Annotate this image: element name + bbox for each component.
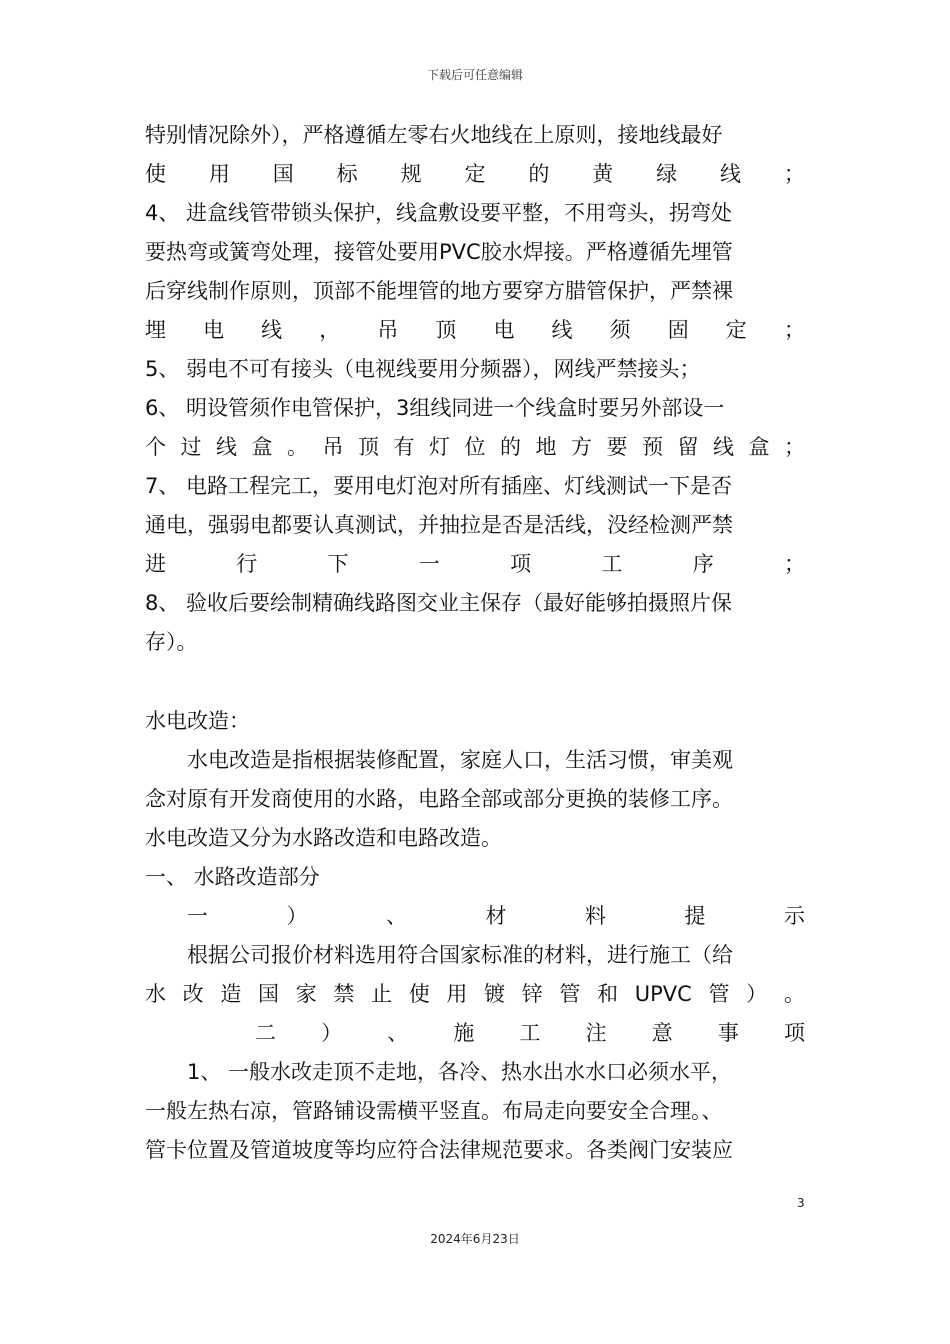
spread-char: ；: [784, 435, 805, 459]
spread-char: 线: [720, 162, 742, 186]
list-item-8: 8、 验收后要绘制精确线路图交业主保存（最好能够拍摄照片保: [145, 591, 733, 615]
spread-char: 。: [287, 435, 308, 459]
spread-char: 定: [725, 318, 747, 342]
spread-char: 国: [258, 982, 280, 1006]
text-line: 通电，强弱电都要认真测试，并抽拉是否是活线，没经检测严禁: [145, 513, 733, 537]
spread-char: 、: [386, 904, 407, 928]
text-line: 存）。: [145, 630, 198, 654]
paragraph-line: 根据公司报价材料选用符合国家标准的材料，进行施工（给: [187, 943, 733, 967]
list-item-7: 7、 电路工程完工，要用电灯泡对所有插座、灯线测试一下是否: [145, 474, 733, 498]
spread-char: 绿: [656, 162, 678, 186]
spread-char: 序: [692, 552, 714, 576]
spread-char: 。: [783, 982, 805, 1006]
spread-char: 电: [493, 318, 515, 342]
spread-char: 预: [642, 435, 663, 459]
spread-char: 地: [535, 435, 557, 459]
spread-char: 须: [609, 318, 631, 342]
spread-line: [145, 975, 805, 1014]
spread-line: [145, 545, 805, 584]
spread-char: 管: [708, 982, 730, 1006]
page-header: 下载后可任意编辑: [426, 68, 523, 82]
spread-char: 一: [418, 552, 440, 576]
spread-char: 顶: [435, 318, 457, 342]
paragraph-line: 一般左热右凉，管路铺设需横平竖直。布局走向要安全合理。、: [145, 1099, 723, 1123]
spread-char: 镀: [484, 982, 506, 1006]
spread-char: 意: [651, 1021, 673, 1045]
list-item-6: 6、 明设管须作电管保护，3组线同进一个线盒时要另外部设一: [145, 396, 725, 420]
spread-char: 行: [236, 552, 258, 576]
text-line: 要热弯或簧弯处理，接管处要用PVC胶水焊接。严格遵循先埋管: [145, 240, 733, 264]
spread-char: 水: [145, 982, 166, 1006]
spread-char: 工: [519, 1021, 541, 1045]
spread-char: UPVC: [634, 982, 692, 1006]
spread-char: 注: [585, 1021, 607, 1045]
spread-char: 吊: [322, 435, 344, 459]
spread-char: ）: [286, 904, 308, 928]
spread-line: [145, 897, 805, 936]
subsection-title: 一、 水路改造部分: [145, 865, 320, 889]
spread-char: 二: [255, 1021, 276, 1045]
spread-line: [145, 155, 805, 194]
spread-char: ）: [321, 1021, 343, 1045]
list-item-4: 4、 进盒线管带锁头保护，线盒敷设要平整，不用弯头，拐弯处: [145, 201, 733, 225]
spread-char: 标: [336, 162, 358, 186]
spread-char: 施: [453, 1021, 475, 1045]
spread-char: 事: [717, 1021, 739, 1045]
spread-char: ；: [783, 162, 805, 186]
spread-char: 使: [145, 162, 166, 186]
spread-char: 项: [510, 552, 532, 576]
section-title: 水电改造：: [145, 709, 250, 733]
spread-char: ；: [783, 552, 805, 576]
spread-char: 黄: [592, 162, 614, 186]
spread-char: 家: [295, 982, 317, 1006]
spread-char: 要: [606, 435, 628, 459]
paragraph-line: 水电改造又分为水路改造和电路改造。: [145, 826, 502, 850]
spread-char: 材: [485, 904, 507, 928]
spacer: [145, 662, 805, 702]
spread-char: 进: [145, 552, 166, 576]
paragraph-line: 念对原有开发商使用的水路，电路全部或部分更换的装修工序。: [145, 787, 733, 811]
page-footer-date: 2024年6月23日: [430, 1232, 520, 1246]
spread-char: 盒: [748, 435, 770, 459]
spread-char: 的: [500, 435, 521, 459]
spread-char: 用: [208, 162, 230, 186]
spread-char: 规: [400, 162, 422, 186]
paragraph-line: 管卡位置及管道坡度等均应符合法律规范要求。各类阀门安装应: [145, 1138, 733, 1162]
spread-char: 禁: [333, 982, 355, 1006]
spread-char: 管: [559, 982, 581, 1006]
spread-char: 改: [182, 982, 204, 1006]
spread-char: 盒: [251, 435, 273, 459]
spread-char: 线: [216, 435, 237, 459]
paragraph-line: 1、 一般水改走顶不走地，各冷、热水出水水口必须水平，: [187, 1060, 733, 1084]
spread-line: [145, 1014, 805, 1053]
spread-char: 定: [464, 162, 486, 186]
spread-char: 线: [551, 318, 573, 342]
page-number: 3: [797, 1196, 805, 1210]
spread-char: 、: [387, 1021, 409, 1045]
spread-char: 锌: [521, 982, 543, 1006]
spread-char: 顶: [358, 435, 379, 459]
spread-char: 工: [601, 552, 623, 576]
spread-char: 过: [180, 435, 202, 459]
spread-char: 提: [684, 904, 706, 928]
spread-char: 和: [597, 982, 619, 1006]
list-item-5: 5、 弱电不可有接头（电视线要用分频器），网线严禁接头；: [145, 357, 701, 381]
spread-char: 线: [261, 318, 283, 342]
spread-char: 位: [464, 435, 486, 459]
spread-char: 方: [571, 435, 592, 459]
spread-char: 止: [371, 982, 393, 1006]
spread-char: 有: [393, 435, 415, 459]
spread-char: 料: [585, 904, 606, 928]
spread-char: ；: [783, 318, 805, 342]
spread-char: 固: [667, 318, 689, 342]
spread-char: 埋: [145, 318, 166, 342]
spread-char: 的: [528, 162, 550, 186]
spread-char: 电: [203, 318, 225, 342]
spread-char: 吊: [377, 318, 399, 342]
spread-char: 用: [446, 982, 468, 1006]
spread-char: 一: [187, 904, 208, 928]
paragraph-line: 水电改造是指根据装修配置，家庭人口，生活习惯，审美观: [187, 748, 733, 772]
text-line: 后穿线制作原则，顶部不能埋管的地方要穿方腊管保护，严禁裸: [145, 279, 733, 303]
spread-char: 示: [784, 904, 805, 928]
spread-char: 灯: [429, 435, 450, 459]
spread-char: 下: [327, 552, 349, 576]
spread-char: ，: [319, 318, 341, 342]
text-line: 特别情况除外），严格遵循左零右火地线在上原则，接地线最好: [145, 123, 723, 147]
spread-line: [145, 311, 805, 350]
spread-line: [145, 428, 805, 467]
spread-char: 线: [713, 435, 734, 459]
spread-char: 留: [677, 435, 699, 459]
spread-char: 个: [145, 435, 166, 459]
spread-char: 国: [272, 162, 294, 186]
document-body: [145, 116, 805, 1170]
spread-char: 使: [408, 982, 430, 1006]
spread-char: ）: [746, 982, 768, 1006]
spread-char: 项: [784, 1021, 805, 1045]
spread-char: 造: [220, 982, 242, 1006]
